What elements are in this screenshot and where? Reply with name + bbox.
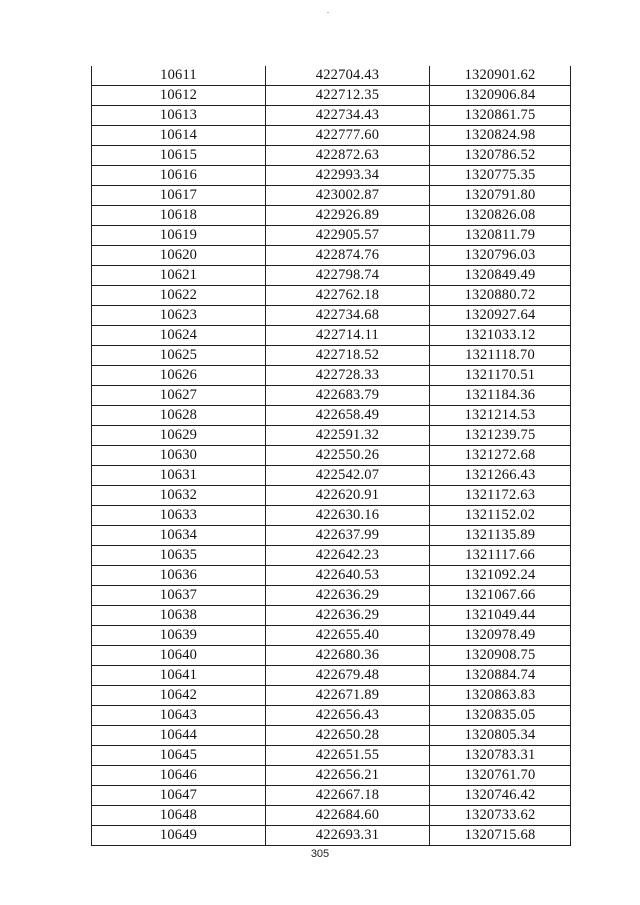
- y-coordinate-cell: 1320901.62: [430, 66, 571, 86]
- point-id-cell: 10625: [92, 346, 266, 366]
- table-row: [92, 346, 571, 366]
- table-row: [92, 306, 571, 326]
- y-coordinate-cell: 1321170.51: [430, 366, 571, 386]
- y-coordinate-cell: 1321033.12: [430, 326, 571, 346]
- table-row: [92, 566, 571, 586]
- point-id-cell: 10647: [92, 786, 266, 806]
- point-id-cell: 10622: [92, 286, 266, 306]
- page-number: 305: [310, 848, 330, 860]
- y-coordinate-cell: 1320927.64: [430, 306, 571, 326]
- point-id-cell: 10612: [92, 86, 266, 106]
- table-row: [92, 466, 571, 486]
- point-id-cell: 10636: [92, 566, 266, 586]
- table-row: [92, 606, 571, 626]
- point-id-cell: 10649: [92, 826, 266, 846]
- point-id-cell: 10616: [92, 166, 266, 186]
- x-coordinate-cell: 423002.87: [266, 186, 430, 206]
- table-row: [92, 386, 571, 406]
- x-coordinate-cell: 422734.43: [266, 106, 430, 126]
- x-coordinate-cell: 422777.60: [266, 126, 430, 146]
- x-coordinate-cell: 422734.68: [266, 306, 430, 326]
- table-row: [92, 666, 571, 686]
- x-coordinate-cell: 422542.07: [266, 466, 430, 486]
- x-coordinate-cell: 422655.40: [266, 626, 430, 646]
- x-coordinate-cell: 422620.91: [266, 486, 430, 506]
- table-row: [92, 766, 571, 786]
- point-id-cell: 10614: [92, 126, 266, 146]
- y-coordinate-cell: 1321118.70: [430, 346, 571, 366]
- point-id-cell: 10641: [92, 666, 266, 686]
- y-coordinate-cell: 1320715.68: [430, 826, 571, 846]
- point-id-cell: 10626: [92, 366, 266, 386]
- table-row: [92, 706, 571, 726]
- y-coordinate-cell: 1321152.02: [430, 506, 571, 526]
- table-row: [92, 86, 571, 106]
- point-id-cell: 10631: [92, 466, 266, 486]
- table-row: [92, 726, 571, 746]
- x-coordinate-cell: 422636.29: [266, 606, 430, 626]
- table-row: [92, 266, 571, 286]
- y-coordinate-cell: 1320826.08: [430, 206, 571, 226]
- x-coordinate-cell: 422636.29: [266, 586, 430, 606]
- y-coordinate-cell: 1320811.79: [430, 226, 571, 246]
- table-row: [92, 126, 571, 146]
- x-coordinate-cell: 422718.52: [266, 346, 430, 366]
- point-id-cell: 10613: [92, 106, 266, 126]
- table-row: [92, 206, 571, 226]
- y-coordinate-cell: 1320805.34: [430, 726, 571, 746]
- y-coordinate-cell: 1320786.52: [430, 146, 571, 166]
- x-coordinate-cell: 422651.55: [266, 746, 430, 766]
- y-coordinate-cell: 1320835.05: [430, 706, 571, 726]
- point-id-cell: 10640: [92, 646, 266, 666]
- point-id-cell: 10644: [92, 726, 266, 746]
- x-coordinate-cell: 422728.33: [266, 366, 430, 386]
- y-coordinate-cell: 1321135.89: [430, 526, 571, 546]
- x-coordinate-cell: 422656.43: [266, 706, 430, 726]
- x-coordinate-cell: 422658.49: [266, 406, 430, 426]
- y-coordinate-cell: 1320880.72: [430, 286, 571, 306]
- y-coordinate-cell: 1321266.43: [430, 466, 571, 486]
- y-coordinate-cell: 1321239.75: [430, 426, 571, 446]
- y-coordinate-cell: 1320978.49: [430, 626, 571, 646]
- point-id-cell: 10635: [92, 546, 266, 566]
- point-id-cell: 10620: [92, 246, 266, 266]
- y-coordinate-cell: 1320849.49: [430, 266, 571, 286]
- y-coordinate-cell: 1320824.98: [430, 126, 571, 146]
- point-id-cell: 10611: [92, 66, 266, 86]
- y-coordinate-cell: 1321092.24: [430, 566, 571, 586]
- table-row: [92, 486, 571, 506]
- scan-speck: [327, 12, 329, 13]
- x-coordinate-cell: 422642.23: [266, 546, 430, 566]
- table-row: [92, 286, 571, 306]
- table-row: [92, 66, 571, 86]
- x-coordinate-cell: 422684.60: [266, 806, 430, 826]
- point-id-cell: 10623: [92, 306, 266, 326]
- point-id-cell: 10628: [92, 406, 266, 426]
- table-body: [92, 66, 571, 846]
- point-id-cell: 10621: [92, 266, 266, 286]
- table-row: [92, 246, 571, 266]
- x-coordinate-cell: 422630.16: [266, 506, 430, 526]
- point-id-cell: 10618: [92, 206, 266, 226]
- y-coordinate-cell: 1320733.62: [430, 806, 571, 826]
- y-coordinate-cell: 1320861.75: [430, 106, 571, 126]
- table-row: [92, 826, 571, 846]
- table-row: [92, 106, 571, 126]
- x-coordinate-cell: 422679.48: [266, 666, 430, 686]
- x-coordinate-cell: 422993.34: [266, 166, 430, 186]
- coordinates-table: [91, 66, 571, 846]
- x-coordinate-cell: 422640.53: [266, 566, 430, 586]
- table-row: [92, 806, 571, 826]
- table-row: [92, 526, 571, 546]
- y-coordinate-cell: 1320783.31: [430, 746, 571, 766]
- y-coordinate-cell: 1320796.03: [430, 246, 571, 266]
- y-coordinate-cell: 1320746.42: [430, 786, 571, 806]
- table-row: [92, 586, 571, 606]
- x-coordinate-cell: 422667.18: [266, 786, 430, 806]
- y-coordinate-cell: 1320884.74: [430, 666, 571, 686]
- point-id-cell: 10633: [92, 506, 266, 526]
- x-coordinate-cell: 422550.26: [266, 446, 430, 466]
- point-id-cell: 10639: [92, 626, 266, 646]
- y-coordinate-cell: 1321049.44: [430, 606, 571, 626]
- x-coordinate-cell: 422905.57: [266, 226, 430, 246]
- point-id-cell: 10648: [92, 806, 266, 826]
- y-coordinate-cell: 1320791.80: [430, 186, 571, 206]
- point-id-cell: 10630: [92, 446, 266, 466]
- point-id-cell: 10629: [92, 426, 266, 446]
- x-coordinate-cell: 422714.11: [266, 326, 430, 346]
- point-id-cell: 10634: [92, 526, 266, 546]
- table-row: [92, 646, 571, 666]
- x-coordinate-cell: 422798.74: [266, 266, 430, 286]
- point-id-cell: 10646: [92, 766, 266, 786]
- x-coordinate-cell: 422680.36: [266, 646, 430, 666]
- x-coordinate-cell: 422637.99: [266, 526, 430, 546]
- x-coordinate-cell: 422683.79: [266, 386, 430, 406]
- point-id-cell: 10645: [92, 746, 266, 766]
- x-coordinate-cell: 422591.32: [266, 426, 430, 446]
- x-coordinate-cell: 422650.28: [266, 726, 430, 746]
- x-coordinate-cell: 422874.76: [266, 246, 430, 266]
- point-id-cell: 10619: [92, 226, 266, 246]
- x-coordinate-cell: 422712.35: [266, 86, 430, 106]
- table-row: [92, 166, 571, 186]
- table-row: [92, 446, 571, 466]
- table-row: [92, 186, 571, 206]
- table-row: [92, 786, 571, 806]
- table-row: [92, 686, 571, 706]
- point-id-cell: 10617: [92, 186, 266, 206]
- table-row: [92, 746, 571, 766]
- table-row: [92, 426, 571, 446]
- y-coordinate-cell: 1321067.66: [430, 586, 571, 606]
- y-coordinate-cell: 1321172.63: [430, 486, 571, 506]
- table-row: [92, 406, 571, 426]
- x-coordinate-cell: 422656.21: [266, 766, 430, 786]
- table-row: [92, 546, 571, 566]
- y-coordinate-cell: 1320908.75: [430, 646, 571, 666]
- table-row: [92, 366, 571, 386]
- point-id-cell: 10624: [92, 326, 266, 346]
- y-coordinate-cell: 1321272.68: [430, 446, 571, 466]
- x-coordinate-cell: 422704.43: [266, 66, 430, 86]
- y-coordinate-cell: 1320761.70: [430, 766, 571, 786]
- x-coordinate-cell: 422872.63: [266, 146, 430, 166]
- point-id-cell: 10637: [92, 586, 266, 606]
- point-id-cell: 10632: [92, 486, 266, 506]
- table-row: [92, 226, 571, 246]
- table-row: [92, 146, 571, 166]
- point-id-cell: 10615: [92, 146, 266, 166]
- point-id-cell: 10643: [92, 706, 266, 726]
- y-coordinate-cell: 1321184.36: [430, 386, 571, 406]
- point-id-cell: 10627: [92, 386, 266, 406]
- y-coordinate-cell: 1320863.83: [430, 686, 571, 706]
- x-coordinate-cell: 422671.89: [266, 686, 430, 706]
- table-row: [92, 626, 571, 646]
- point-id-cell: 10642: [92, 686, 266, 706]
- x-coordinate-cell: 422693.31: [266, 826, 430, 846]
- table-row: [92, 326, 571, 346]
- point-id-cell: 10638: [92, 606, 266, 626]
- y-coordinate-cell: 1321117.66: [430, 546, 571, 566]
- x-coordinate-cell: 422762.18: [266, 286, 430, 306]
- x-coordinate-cell: 422926.89: [266, 206, 430, 226]
- table-row: [92, 506, 571, 526]
- y-coordinate-cell: 1320775.35: [430, 166, 571, 186]
- y-coordinate-cell: 1320906.84: [430, 86, 571, 106]
- y-coordinate-cell: 1321214.53: [430, 406, 571, 426]
